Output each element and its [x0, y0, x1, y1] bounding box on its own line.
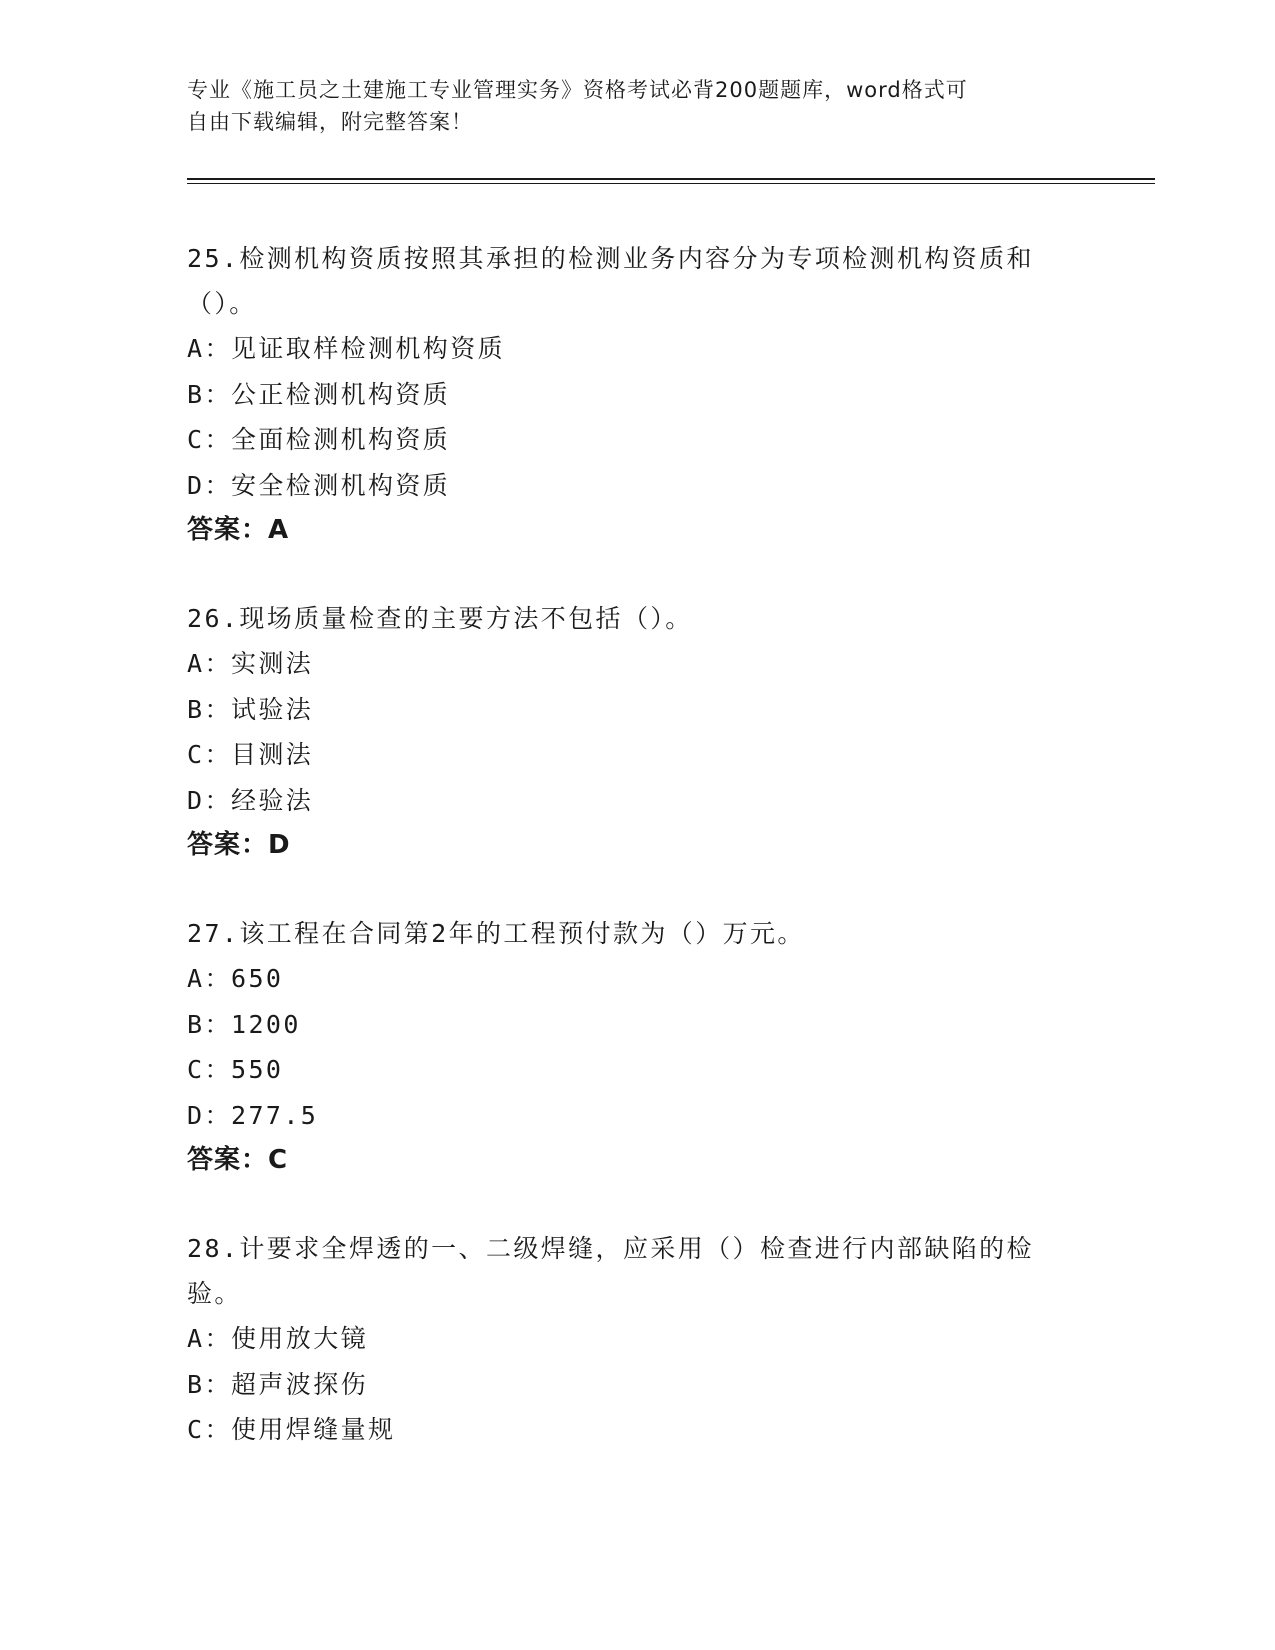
option-text: 650 [231, 964, 284, 993]
header-line-2: 自由下载编辑，附完整答案！ [187, 110, 473, 134]
question-stem-line-1: 28.计要求全焊透的一、二级焊缝，应采用（）检查进行内部缺陷的检 [187, 1234, 1034, 1263]
question-stem [187, 596, 1067, 641]
option-text: 目测法 [231, 740, 314, 769]
option-key: C： [187, 1415, 232, 1444]
option-b [187, 1362, 1087, 1408]
question-stem-line-2: 验。 [187, 1279, 242, 1308]
option-text: 超声波探伤 [231, 1369, 369, 1399]
option-b [187, 687, 1087, 733]
option-c [187, 732, 1087, 778]
option-text: 实测法 [231, 649, 314, 678]
option-key: B： [187, 1009, 232, 1039]
option-text: 试验法 [231, 694, 314, 724]
question-stem-line-1: 25.检测机构资质按照其承担的检测业务内容分为专项检测机构资质和 [187, 244, 1034, 273]
document-header [187, 74, 1067, 138]
option-text: 277.5 [231, 1100, 319, 1130]
option-key: A： [187, 649, 232, 678]
option-b [187, 372, 1087, 418]
option-key: D： [187, 470, 232, 500]
question-26 [187, 596, 1087, 868]
question-28 [187, 1226, 1087, 1453]
answer: 答案：A [187, 515, 290, 545]
option-d [187, 463, 1087, 509]
option-key: A： [187, 964, 232, 993]
option-key: D： [187, 1100, 232, 1130]
option-a [187, 956, 1087, 1002]
question-stem [187, 1226, 1067, 1316]
question-list [187, 236, 1087, 1496]
header-line-1: 专业《施工员之土建施工专业管理实务》资格考试必背200题题库，word格式可 [187, 78, 968, 102]
option-c [187, 1407, 1087, 1453]
question-25 [187, 236, 1087, 553]
header-divider-thick [187, 178, 1155, 180]
option-text: 1200 [231, 1009, 301, 1039]
question-stem-line-1: 27.该工程在合同第2年的工程预付款为（）万元。 [187, 919, 805, 948]
answer: 答案：D [187, 830, 291, 860]
question-27 [187, 911, 1087, 1183]
option-d [187, 1093, 1087, 1139]
option-key: C： [187, 740, 232, 769]
question-stem-line-2: （）。 [187, 289, 257, 318]
option-text: 使用放大镜 [231, 1324, 369, 1353]
option-key: B： [187, 694, 232, 724]
option-key: A： [187, 1324, 232, 1353]
option-a [187, 1316, 1087, 1362]
option-text: 使用焊缝量规 [231, 1415, 396, 1444]
option-key: D： [187, 785, 232, 815]
option-key: C： [187, 425, 232, 454]
header-divider-thin [187, 183, 1155, 184]
question-stem [187, 911, 1067, 956]
option-a [187, 641, 1087, 687]
option-d [187, 778, 1087, 824]
option-text: 550 [231, 1055, 284, 1084]
option-a [187, 326, 1087, 372]
option-text: 公正检测机构资质 [231, 379, 451, 409]
answer: 答案：C [187, 1145, 289, 1175]
option-text: 安全检测机构资质 [231, 470, 451, 500]
option-text: 经验法 [231, 785, 314, 815]
question-stem [187, 236, 1067, 326]
option-b [187, 1002, 1087, 1048]
option-key: B： [187, 1369, 232, 1399]
option-key: C： [187, 1055, 232, 1084]
option-key: B： [187, 379, 232, 409]
question-stem-line-1: 26.现场质量检查的主要方法不包括（）。 [187, 604, 693, 633]
option-text: 见证取样检测机构资质 [231, 334, 506, 363]
option-text: 全面检测机构资质 [231, 425, 451, 454]
option-c [187, 417, 1087, 463]
option-c [187, 1047, 1087, 1093]
option-key: A： [187, 334, 232, 363]
